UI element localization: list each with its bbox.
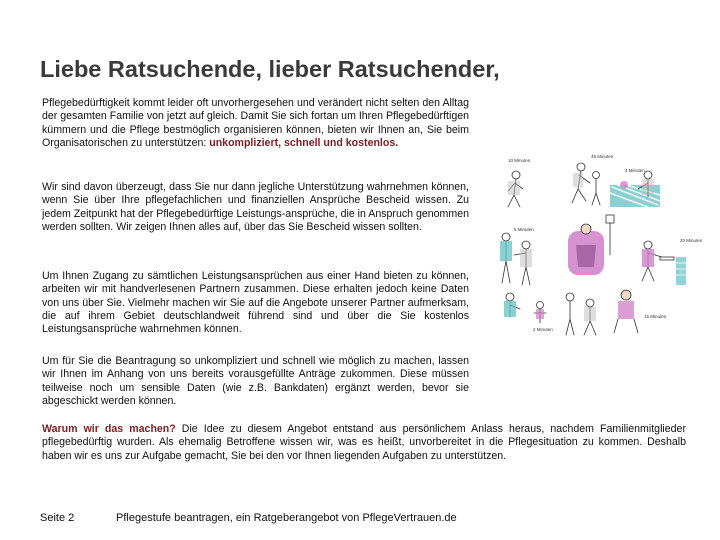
application-paragraph: Um für Sie die Beantragung so unkompliziert und schnell wie möglich zu machen, lassen wir Ihnen im Anhang von uns bereits vorausgefüllte Anträge zukommen. Diese müssen teilweise noch um sensible Daten (wie z.B. Bankdaten) ergänzt werden, bevor sie abgeschickt werden können. [42,355,469,408]
time-label-6: 15 Minuten [644,314,667,319]
time-label-3: 4 Minuten [625,168,645,173]
page-number: Seite 2 [40,512,75,524]
partners-paragraph: Um Ihnen Zugang zu sämtlichen Leistungsansprüchen aus einer Hand bieten zu können, arbeiten wir mit handverlesenen Partnern zusammen. Diese erhalten jedoch keine Daten von uns über Sie. Vielmehr machen wir Sie auf die Angebote unserer Partner aufmerksam, die auf ihrem Gebiet deutschlandweit führend sind und über die Sie kostenlos Leistungsansprüche wahrnehmen können. [42,270,469,336]
intro-text: Pflegebedürftigkeit kommt leider oft unvorhergesehen und verändert nicht selten den Alltag der gesamten Familie von jetzt auf gleich. Damit Sie sich fortan um Ihren Pflegebedürftigen kümmern und die Pflege bestmöglich organisieren können, bieten wir Ihnen an, Sie beim Organisatorischen zu unterstützen: [42,97,469,150]
care-illustration [478,145,703,345]
page-title: Liebe Ratsuchende, lieber Ratsuchender, [40,56,500,82]
conviction-paragraph: Wir sind davon überzeugt, dass Sie nur dann jegliche Unterstützung wahrnehmen können, wenn Sie über Ihre pflegefachlichen und finanziellen Ansprüche Bescheid wissen. Zu jedem Zeitpunkt hat der Pflegebedürftige Leistungs-ansprüche, die in Anspruch genommen werden sollten. Wir zeigen Ihnen alles auf, über das Sie Bescheid wissen sollten. [42,181,469,234]
intro-paragraph [42,97,469,150]
time-label-7: 2 Minuten [533,327,553,332]
intro-highlight: unkompliziert, schnell und kostenlos. [209,137,399,150]
time-label-2: 45 Minuten [591,154,614,159]
motivation-paragraph [42,423,686,463]
footer-text: Pflegestufe beantragen, ein Ratgeberangebot von PflegeVertrauen.de [116,512,457,524]
time-label-4: 20 Minuten [680,238,703,243]
motivation-highlight: Warum wir das machen? [42,423,176,435]
motivation-text: Die Idee zu diesem Angebot entstand aus persönlichem Anlass heraus, nachdem Familienmitglieder pflegebedürftig wurden. Als ehemalig Betroffene wissen wir, was es heißt, unvorbereitet in die Pflegesituation zu kommen. Deshalb haben wir es uns zur Aufgabe gemacht, Sie bei den vor Ihnen liegenden Aufgaben zu unterstützen. [42,423,686,462]
time-label-5: 5 Minuten [514,227,534,232]
time-label-1: 10 Minuten [508,158,531,163]
